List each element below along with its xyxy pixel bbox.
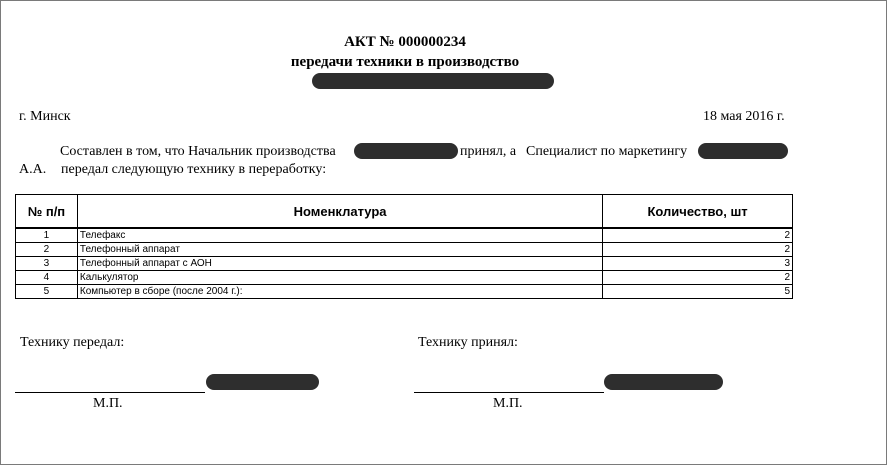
date: 18 мая 2016 г. [703,109,785,124]
items-table [15,194,793,299]
row-quantity: 2 [603,271,793,285]
row-number: 3 [16,257,78,271]
row-number: 5 [16,285,78,299]
paragraph-text-3: Специалист по маркетингу [526,144,688,159]
row-name: Телефонный аппарат [77,243,602,257]
row-quantity: 2 [603,228,793,243]
row-name: Компьютер в сборе (после 2004 г.): [77,285,602,299]
table-row [16,285,793,299]
redaction-bar [698,143,788,159]
row-number: 4 [16,271,78,285]
redaction-bar [354,143,458,159]
header-number: № п/п [16,195,78,229]
table-row [16,228,793,243]
table-header-row [16,195,793,229]
row-name: Телефакс [77,228,602,243]
row-name: Телефонный аппарат с АОН [77,257,602,271]
row-quantity: 5 [603,285,793,299]
paragraph-text-5: передал следующую технику в переработку: [61,162,327,177]
right-stamp-label: М.П. [493,396,523,411]
redaction-bar [312,73,554,89]
row-quantity: 2 [603,243,793,257]
redaction-bar [604,374,723,390]
table-row [16,257,793,271]
row-quantity: 3 [603,257,793,271]
row-number: 2 [16,243,78,257]
redaction-bar [206,374,319,390]
right-signature-line [414,392,604,393]
table-row [16,271,793,285]
city: г. Минск [19,109,71,124]
paragraph-text-2: принял, а [460,144,517,159]
header-nomenclature: Номенклатура [77,195,602,229]
document-subtitle: передачи техники в производство [290,54,520,70]
row-number: 1 [16,228,78,243]
left-signature-line [15,392,205,393]
header-quantity: Количество, шт [603,195,793,229]
left-stamp-label: М.П. [93,396,123,411]
paragraph-text-1: Составлен в том, что Начальник производства [60,144,336,159]
left-signature-label: Технику передал: [20,335,125,350]
document-title: АКТ № 000000234 [344,34,466,50]
right-signature-label: Технику принял: [418,335,518,350]
row-name: Калькулятор [77,271,602,285]
paragraph-text-4: А.А. [19,162,47,177]
table-row [16,243,793,257]
